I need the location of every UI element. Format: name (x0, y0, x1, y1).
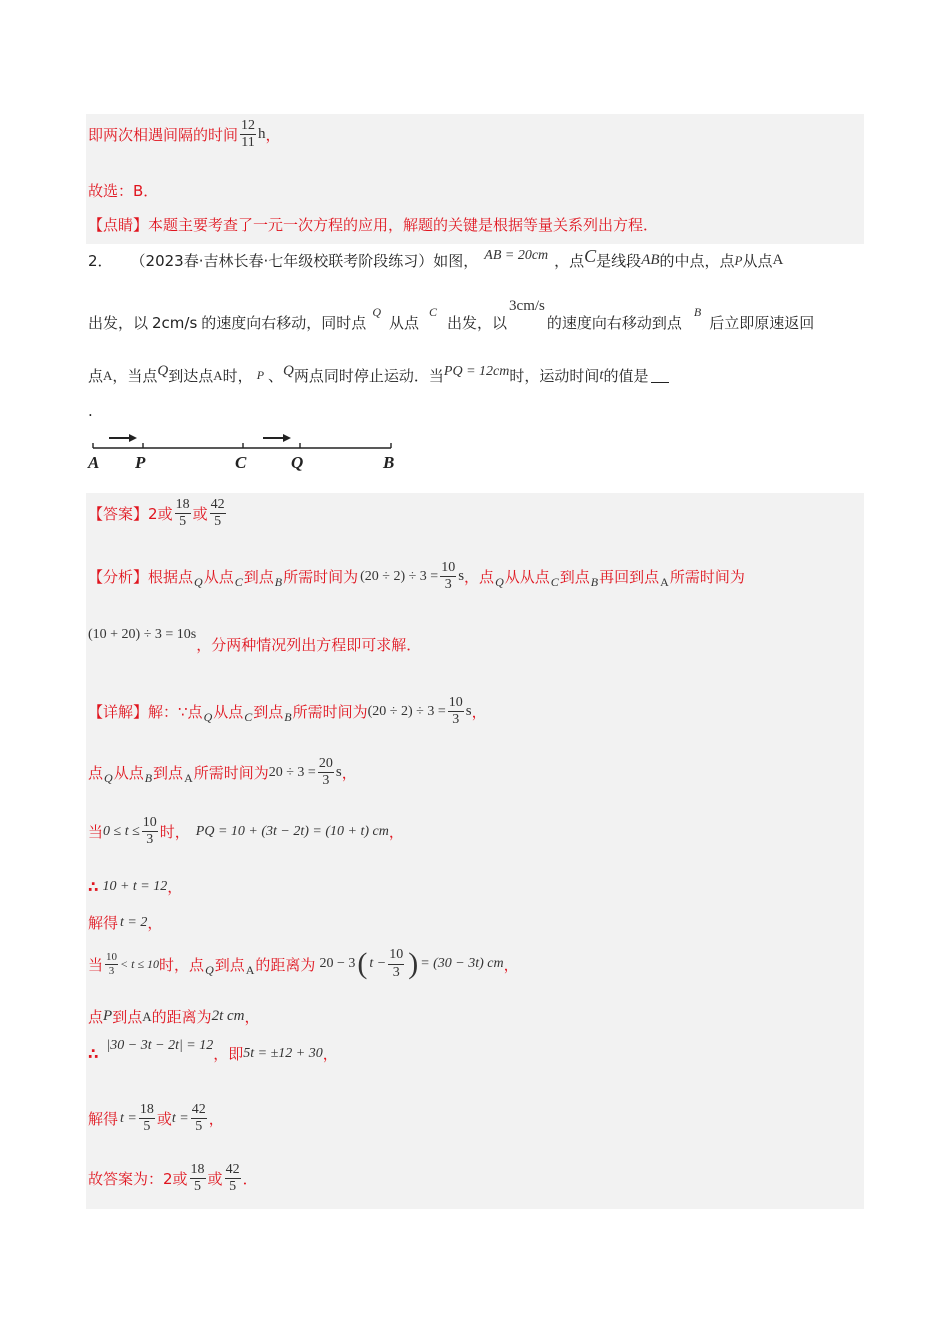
den: 5 (179, 514, 187, 530)
text: 点 (88, 367, 104, 385)
den: 3 (452, 712, 460, 728)
text: 所需时间为 (669, 568, 745, 587)
math: 10 + t = 12 (102, 878, 168, 894)
text: 两点同时停止运动．当 (293, 367, 444, 385)
math: 3cm/s (509, 298, 545, 314)
fraction (175, 497, 191, 530)
text: 到达点 (168, 367, 214, 385)
math: A (660, 575, 669, 590)
therefore-symbol: ∴ (88, 1044, 99, 1063)
answer-blank (651, 368, 669, 383)
fraction (440, 560, 456, 593)
text: 即两次相遇间隔的时间 (88, 126, 239, 145)
detail-line-6 (88, 947, 519, 981)
math: (10 + 20) ÷ 3 = 10s (88, 626, 197, 642)
num: 42 (191, 1102, 207, 1119)
math: C (584, 246, 597, 266)
math: t = 2 (120, 914, 148, 930)
text: 点 (88, 764, 104, 783)
question-number: 2． (88, 252, 113, 270)
text: 的距离为 (255, 955, 316, 974)
label-a: A (88, 453, 100, 472)
text: ，即 (213, 1045, 244, 1063)
math: (20 ÷ 2) ÷ 3 = (367, 703, 446, 719)
speed-p: 2cm/s (152, 313, 198, 332)
math: C (429, 305, 438, 319)
label-q: Q (291, 453, 304, 472)
text: 出发，以 (88, 314, 149, 332)
num: 10 (448, 695, 464, 712)
text: 故答案为：2或 (88, 1170, 188, 1189)
den: 3 (108, 964, 115, 977)
math: 20 − 3 (319, 956, 356, 971)
arrow-q-head (283, 434, 291, 442)
math: Q (372, 305, 381, 319)
text: 从点 (113, 764, 144, 783)
text: 时，点 (159, 955, 205, 974)
dot: . (88, 402, 93, 420)
math: B (590, 575, 599, 590)
question-line-3 (88, 365, 669, 386)
text: 的中点，点 (659, 252, 735, 270)
text: 从从点 (504, 568, 550, 587)
text: 时， (222, 367, 253, 385)
den: 5 (143, 1119, 151, 1135)
den: 3 (322, 773, 330, 789)
analysis-tag: 【分析】 (88, 568, 149, 587)
text: ． (242, 1170, 258, 1189)
text: ， (503, 955, 519, 974)
paren-open: ( (357, 947, 368, 980)
text: 2 (148, 504, 158, 523)
num: 10 (106, 950, 118, 963)
text: 的值是 (603, 367, 649, 385)
math: 0 ≤ t ≤ (103, 823, 140, 839)
num: 42 (210, 497, 226, 514)
math: Q (157, 363, 169, 379)
den: 11 (241, 135, 255, 151)
detail-line-9 (88, 1102, 224, 1135)
unit: s (465, 703, 472, 720)
den: 3 (392, 964, 400, 980)
num: 10 (440, 560, 456, 577)
math: 2t cm (211, 1008, 245, 1024)
den: 3 (146, 832, 154, 848)
num: 18 (190, 1162, 206, 1179)
final-answer-line (88, 1162, 258, 1195)
fraction (318, 756, 334, 789)
math: Q (205, 962, 214, 977)
text: 或 (157, 505, 173, 524)
den: 5 (195, 1119, 203, 1135)
text: 出发，以 (447, 314, 508, 332)
text: 点 (88, 1008, 104, 1026)
num: 20 (318, 756, 334, 773)
answer-line (88, 497, 228, 530)
text: 是线段 (596, 252, 642, 270)
math: PQ = 12cm (443, 363, 510, 379)
num: 10 (142, 815, 158, 832)
label-p: P (135, 453, 146, 472)
detail-line-1 (88, 695, 487, 728)
den: 5 (194, 1179, 202, 1195)
paren-close: ) (408, 947, 419, 980)
math: B (284, 710, 292, 725)
fraction (142, 815, 158, 848)
math: PQ = 10 + (3t − 2t) = (10 + t) cm (195, 823, 389, 839)
num: 12 (240, 118, 256, 135)
text: 、 (268, 367, 284, 385)
text: 解：∵点 (148, 703, 203, 722)
text: ， (322, 1045, 338, 1063)
math: Q (495, 575, 504, 590)
text: ， (471, 703, 487, 722)
math: P (103, 1008, 113, 1024)
fraction (105, 951, 118, 977)
math: B (693, 305, 702, 319)
text: ， (167, 878, 183, 896)
math: A (142, 1008, 152, 1024)
text: 所需时间为 (283, 568, 359, 587)
text: 从点 (213, 703, 244, 722)
detail-line-3 (88, 815, 404, 848)
fraction (191, 1102, 207, 1135)
detail-line-4 (88, 876, 182, 897)
arrow-p-head (129, 434, 137, 442)
text: 解得 (88, 1110, 119, 1129)
question-end-dot (88, 402, 93, 420)
fraction (210, 497, 226, 530)
text: 所需时间为 (193, 764, 269, 783)
text: 到点 (243, 568, 274, 587)
math: Q (194, 575, 203, 590)
fraction (240, 118, 256, 151)
text: ，分两种情况列出方程即可求解． (196, 636, 422, 654)
text: ， (388, 823, 404, 842)
math: A (213, 367, 223, 383)
num: 18 (139, 1102, 155, 1119)
analysis-line-2 (88, 626, 422, 655)
question-line-2 (88, 298, 815, 333)
math: B (274, 575, 283, 590)
fraction (139, 1102, 155, 1135)
num: 42 (225, 1162, 241, 1179)
text: 或 (192, 505, 208, 524)
math: C (234, 575, 243, 590)
math: AB = 20cm (484, 247, 549, 263)
choice-text: 故选：B． (88, 182, 159, 200)
den: 5 (229, 1179, 237, 1195)
text: ，当点 (112, 367, 158, 385)
math: |30 − 3t − 2t| = 12 (106, 1037, 214, 1053)
detail-line-8 (88, 1037, 338, 1064)
therefore-symbol: ∴ (88, 877, 99, 896)
math: A (245, 962, 255, 977)
math: = (30 − 3t) cm (420, 956, 504, 971)
text: 时， (159, 823, 190, 842)
math: t − (369, 956, 387, 971)
den: 5 (214, 514, 222, 530)
text: 到点 (112, 1008, 143, 1026)
math: Q (104, 771, 113, 786)
math: AB (641, 252, 660, 268)
text: 到点 (559, 568, 590, 587)
detail-line-7 (88, 1006, 260, 1027)
text: 的速度向右移动到点 (546, 314, 682, 332)
fraction (448, 695, 464, 728)
text: ，点 (464, 568, 495, 587)
text: 的距离为 (151, 1008, 212, 1026)
question-source: （2023春·吉林长春·七年级校联考阶段练习）如图， (130, 252, 479, 270)
math: A (772, 252, 784, 268)
segment-figure (85, 430, 405, 475)
text: 时，运动时间 (509, 367, 600, 385)
fraction (190, 1162, 206, 1195)
choice-line (88, 180, 158, 201)
den: 3 (444, 577, 452, 593)
comment-line (88, 214, 658, 235)
math: C (550, 575, 559, 590)
math: Q (203, 710, 213, 725)
fraction (225, 1162, 241, 1195)
text: ， (208, 1110, 224, 1129)
math: 20 ÷ 3 = (268, 764, 316, 780)
interval-line (88, 118, 281, 151)
label-b: B (383, 453, 395, 472)
text: ， (244, 1008, 260, 1026)
text: ， (265, 126, 281, 145)
unit: h (258, 126, 266, 143)
comment-text: 本题主要考查了一元一次方程的应用，解题的关键是根据等量关系列出方程． (148, 216, 659, 234)
text: 从点 (203, 568, 234, 587)
math: Q (283, 363, 294, 379)
detail-line-5 (88, 912, 162, 933)
text: 或 (156, 1110, 172, 1129)
detail-line-2 (88, 756, 357, 789)
num: 10 (388, 947, 404, 964)
math: t = (171, 1110, 189, 1126)
math: C (244, 710, 253, 725)
text: ，点 (554, 252, 585, 270)
text: 到点 (214, 955, 245, 974)
text: 再回到点 (599, 568, 660, 587)
math: P (256, 368, 265, 382)
unit: s (335, 764, 342, 781)
answer-tag: 【答案】 (88, 505, 149, 524)
fraction (388, 947, 404, 980)
math: t (599, 367, 604, 383)
text: 后立即原速返回 (709, 314, 815, 332)
math: A (103, 367, 113, 383)
text: ， (341, 764, 357, 783)
unit: s (458, 568, 465, 585)
comment-tag: 【点睛】 (88, 216, 149, 234)
question-line-1 (88, 246, 784, 271)
text: 到点 (253, 703, 284, 722)
detail-tag: 【详解】 (88, 703, 149, 722)
text: ， (147, 914, 163, 932)
text: 所需时间为 (292, 703, 368, 722)
math: A (184, 771, 193, 786)
num: 18 (175, 497, 191, 514)
text: 的速度向右移动，同时点 (201, 314, 367, 332)
text: 当 (88, 955, 104, 974)
text: 从点 (742, 252, 773, 270)
text: 到点 (153, 764, 184, 783)
math: < t ≤ 10 (120, 956, 160, 971)
math: P (734, 252, 743, 268)
text: 从点 (388, 314, 419, 332)
text: 当 (88, 823, 104, 842)
math: B (144, 771, 153, 786)
label-c: C (235, 453, 247, 472)
math: t = (120, 1110, 137, 1126)
text: 解得 (88, 914, 119, 932)
text: 根据点 (148, 568, 194, 587)
math: 5t = ±12 + 30 (243, 1045, 323, 1061)
analysis-line-1 (88, 560, 745, 593)
text: 或 (207, 1170, 223, 1189)
math: (20 ÷ 2) ÷ 3 = (360, 568, 439, 584)
